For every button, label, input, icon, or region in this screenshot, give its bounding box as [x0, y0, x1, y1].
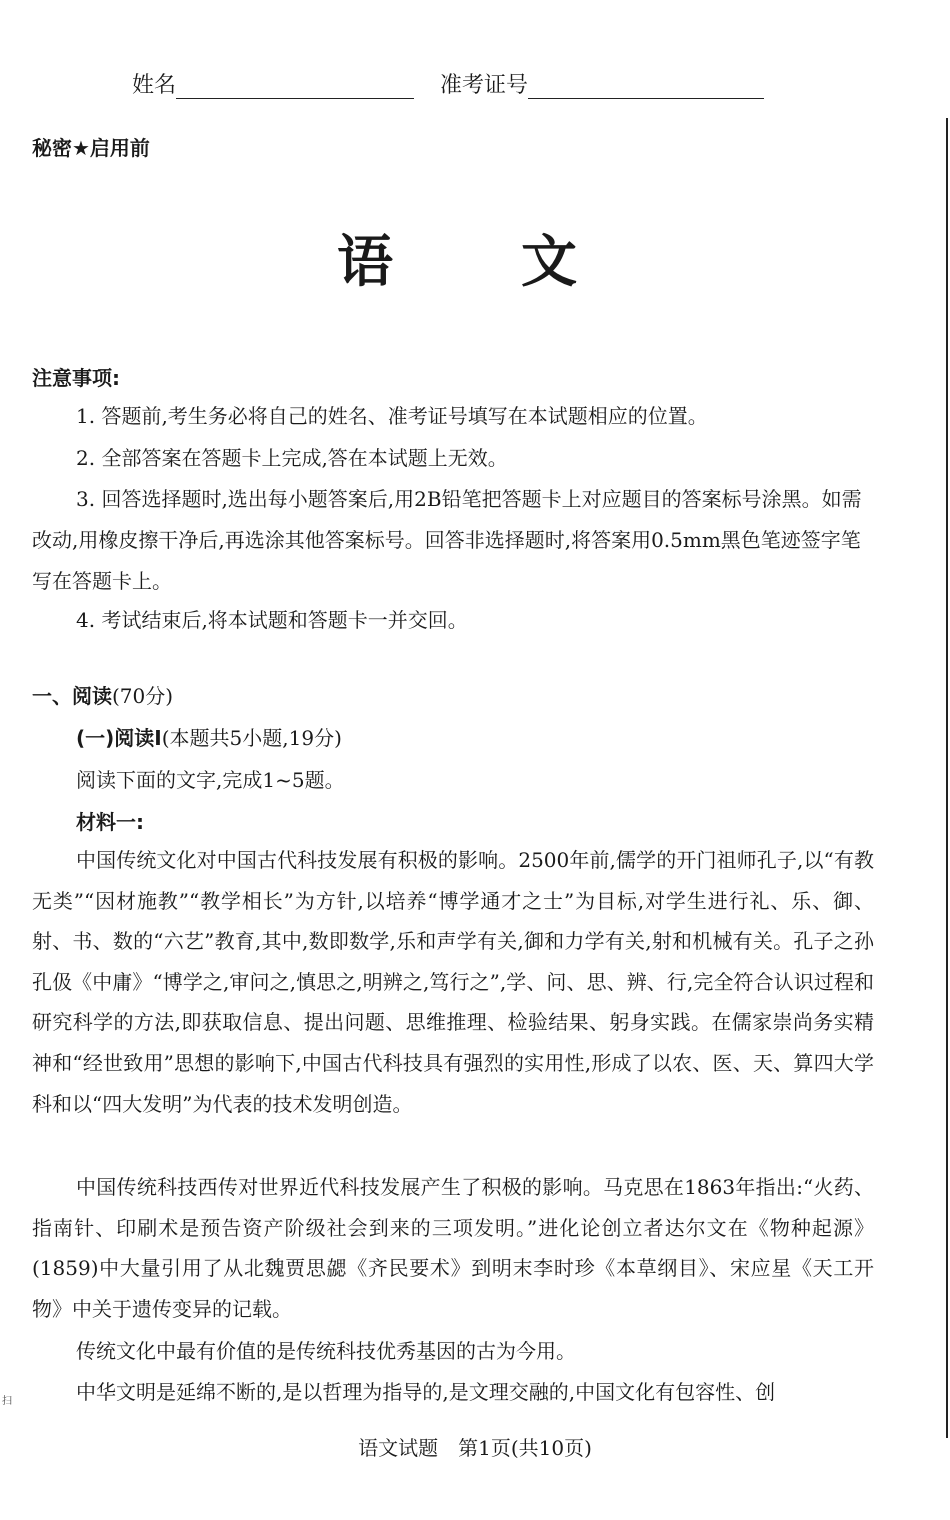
body-paragraph-3: 传统文化中最有价值的是传统科技优秀基因的古为今用。	[76, 1339, 576, 1363]
name-label: 姓名	[132, 73, 177, 98]
page-footer: 语文试题 第1页(共10页)	[358, 1436, 592, 1460]
secret-mark: 秘密★启用前	[32, 136, 150, 160]
subsection-title-main: (一)阅读Ⅰ	[76, 726, 162, 750]
name-blank	[176, 74, 414, 99]
section-title-main: 一、阅读	[32, 684, 112, 708]
section-title-score: (70分)	[112, 684, 174, 708]
subsection-title-score: (本题共5小题,19分)	[161, 726, 342, 750]
subsection-title	[76, 722, 342, 754]
page-title: 语 文	[337, 229, 613, 295]
section-title	[32, 680, 173, 712]
candidate-info-line	[132, 68, 764, 99]
exam-id-label: 准考证号	[440, 73, 529, 98]
note-item-1: 1. 答题前,考生务必将自己的姓名、准考证号填写在本试题相应的位置。	[76, 404, 708, 428]
note-item-4: 4. 考试结束后,将本试题和答题卡一并交回。	[76, 608, 468, 632]
note-item-3: 3. 回答选择题时,选出每小题答案后,用2B铅笔把答题卡上对应题目的答案标号涂黑。如需改动,用橡皮擦干净后,再选涂其他答案标号。回答非选择题时,将答案用0.5mm黑色笔迹签字笔写在答题卡上。	[32, 487, 862, 593]
body-paragraph-4: 中华文明是延绵不断的,是以哲理为指导的,是文理交融的,中国文化有包容性、创	[76, 1380, 776, 1404]
margin-mark: 扫	[2, 1396, 12, 1407]
body-paragraph-1: 中国传统文化对中国古代科技发展有积极的影响。2500年前,儒学的开门祖师孔子,以“有教无类”“因材施教”“教学相长”为方针,以培养“博学通才之士”为目标,对学生进行礼、乐、御、射、书、数的“六艺”教育,其中,数即数学,乐和声学有关,御和力学有关,射和机械有关。孔子之孙孔伋《中庸》“博学之,审问之,慎思之,明辨之,笃行之”,学、问、思、辨、行,完全符合认识过程和研究科学的方法,即获取信息、提出问题、思维推理、检验结果、躬身实践。在儒家崇尚务实精神和“经世致用”思想的影响下,中国古代科技具有强烈的实用性,形成了以农、医、天、算四大学科和以“四大发明”为代表的技术发明创造。	[32, 848, 874, 1116]
material-label: 材料一:	[76, 810, 144, 834]
notes-heading: 注意事项:	[32, 366, 120, 390]
body-paragraph-2: 中国传统科技西传对世界近代科技发展产生了积极的影响。马克思在1863年指出:“火药、指南针、印刷术是预告资产阶级社会到来的三项发明。”进化论创立者达尔文在《物种起源》(1859)中大量引用了从北魏贾思勰《齐民要术》到明末李时珍《本草纲目》、宋应星《天工开物》中关于遗传变异的记载。	[32, 1175, 874, 1321]
right-margin-rule	[946, 118, 948, 1438]
reading-instruction: 阅读下面的文字,完成1~5题。	[76, 768, 345, 792]
exam-id-blank	[528, 74, 764, 99]
note-item-2: 2. 全部答案在答题卡上完成,答在本试题上无效。	[76, 446, 508, 470]
